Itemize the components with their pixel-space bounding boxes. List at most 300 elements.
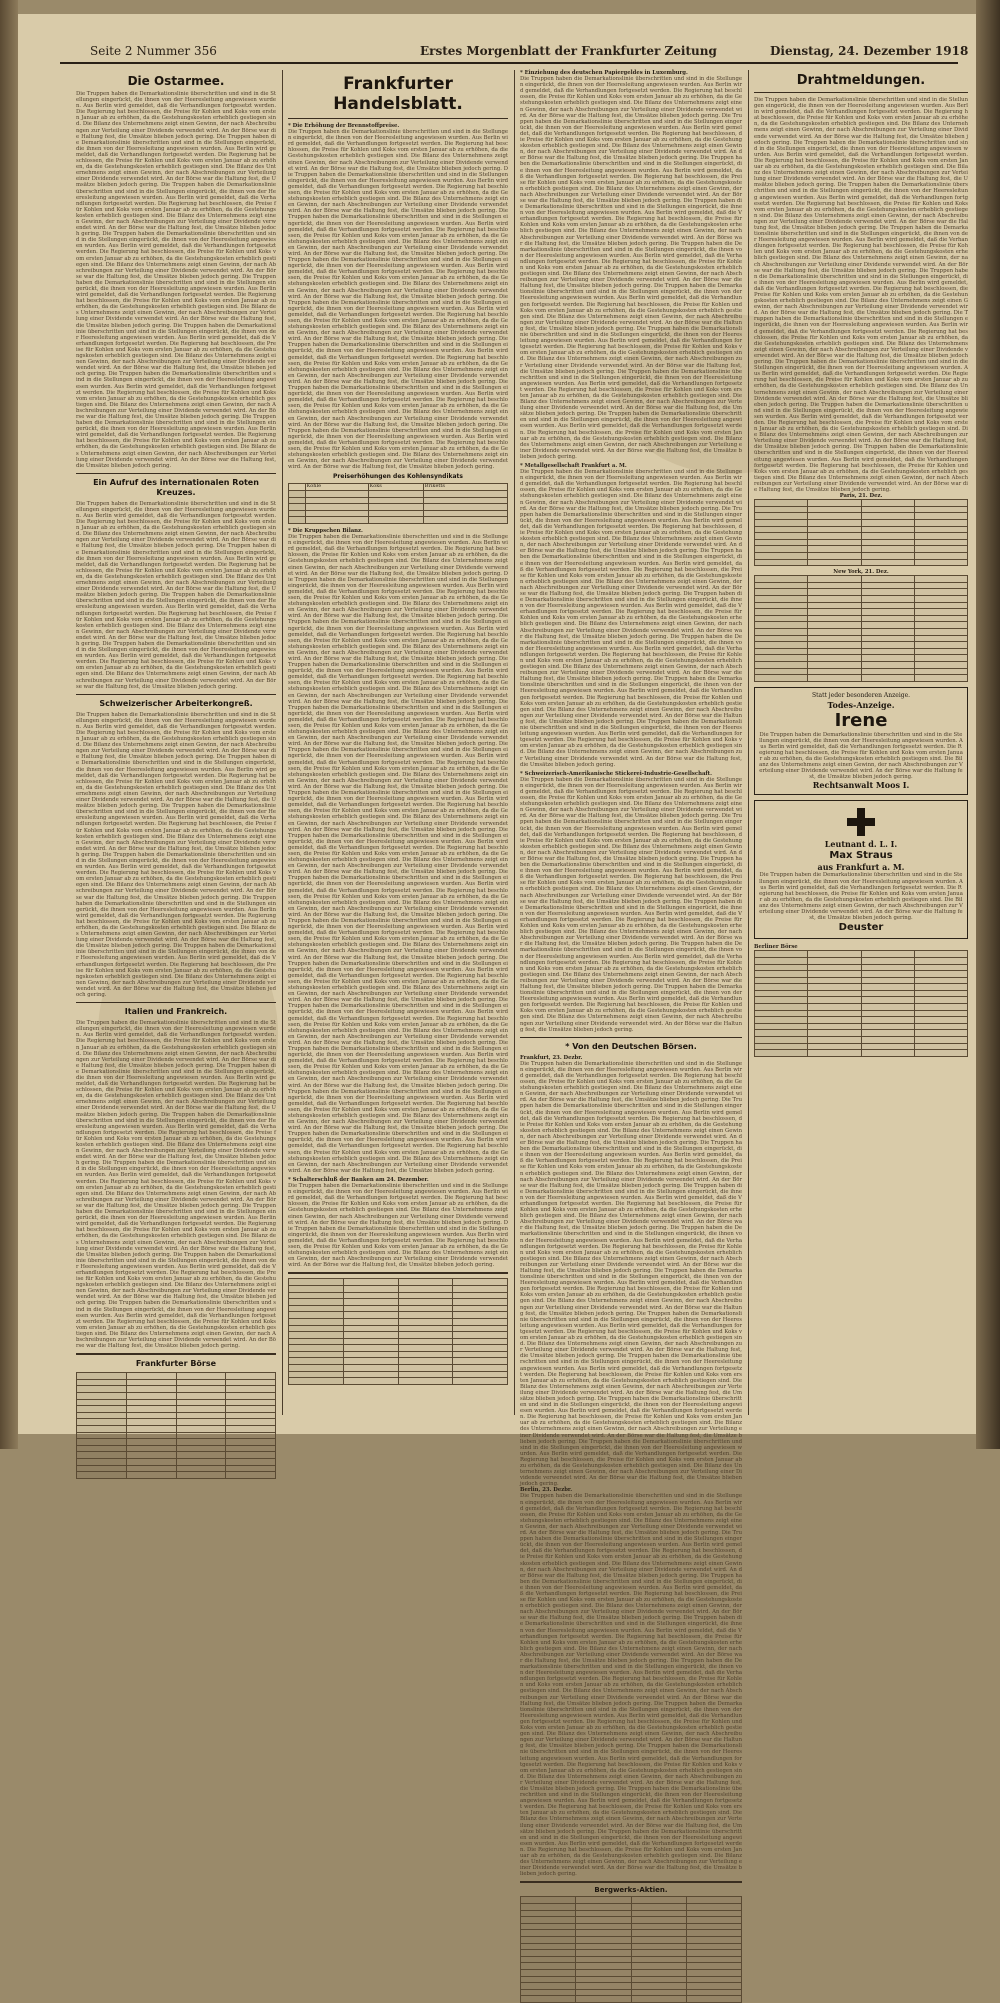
table-cell	[914, 576, 967, 583]
table-cell	[126, 1406, 176, 1413]
table-cell	[861, 1030, 914, 1037]
table-cell	[176, 1445, 226, 1452]
table-row	[289, 1299, 508, 1306]
table-cell	[226, 1412, 276, 1419]
table-cell	[808, 655, 861, 662]
table-cell	[914, 990, 967, 997]
table-cell	[289, 1351, 344, 1358]
table-row	[289, 1351, 508, 1358]
table-cell	[126, 1465, 176, 1472]
table-cell	[861, 648, 914, 655]
table-cell	[368, 510, 423, 517]
column-3	[520, 70, 743, 1895]
stock-table	[520, 1896, 742, 2003]
table-cell	[861, 1017, 914, 1024]
table-cell	[226, 1452, 276, 1459]
table-cell	[77, 1399, 127, 1406]
table-cell	[226, 1472, 276, 1479]
table-row	[521, 1970, 742, 1977]
table-cell	[808, 539, 861, 546]
table-row	[521, 1910, 742, 1917]
notice-caption: Todes-Anzeige.	[827, 699, 895, 710]
table-cell	[343, 1351, 398, 1358]
table-cell	[755, 582, 808, 589]
table-cell	[126, 1412, 176, 1419]
table-cell	[686, 1983, 741, 1990]
table-row	[755, 546, 968, 553]
article-headline: * Die Erhöhung der Brennstoffpreise.	[288, 123, 400, 129]
table-row	[77, 1445, 276, 1452]
table-cell	[808, 997, 861, 1004]
table-cell	[343, 1318, 398, 1325]
table-cell	[861, 1004, 914, 1011]
table-cell	[861, 602, 914, 609]
table-cell	[686, 1970, 741, 1977]
table-cell	[914, 977, 967, 984]
table-cell	[423, 510, 507, 517]
table-cell	[686, 1917, 741, 1924]
table-cell	[289, 517, 306, 524]
table-row	[755, 668, 968, 675]
table-row	[755, 539, 968, 546]
table-cell	[226, 1373, 276, 1380]
table-row	[289, 1378, 508, 1385]
table-cell	[289, 1318, 344, 1325]
table-cell	[423, 491, 507, 498]
table-cell	[576, 1976, 631, 1983]
table-cell	[861, 951, 914, 958]
table-cell	[861, 519, 914, 526]
table-row	[289, 1292, 508, 1299]
table-cell	[305, 497, 368, 504]
table-cell	[631, 1983, 686, 1990]
table-row	[521, 1989, 742, 1996]
column-rule	[282, 70, 283, 1415]
table-cell	[755, 977, 808, 984]
table-cell	[808, 602, 861, 609]
table-cell	[453, 1285, 508, 1292]
table-cell	[755, 609, 808, 616]
table-cell	[576, 1904, 631, 1911]
table-row	[755, 661, 968, 668]
table-cell	[343, 1332, 398, 1339]
table-caption: Preiserhöhungen des Kohlensyndikats	[333, 473, 463, 481]
table-cell	[914, 951, 967, 958]
table-row	[77, 1425, 276, 1432]
table-cell	[423, 517, 507, 524]
table-cell	[686, 1937, 741, 1944]
table-cell	[521, 1963, 576, 1970]
table-cell	[914, 655, 967, 662]
table-cell	[176, 1406, 226, 1413]
article-subheadline: Frankfurt, 23. Dezbr.	[520, 1054, 583, 1061]
table-cell	[755, 539, 808, 546]
table-cell	[126, 1439, 176, 1446]
table-cell	[77, 1425, 127, 1432]
table-cell	[453, 1338, 508, 1345]
column-1	[76, 70, 276, 1405]
table-row	[755, 576, 968, 583]
table-cell	[398, 1285, 453, 1292]
table-row	[755, 675, 968, 682]
table-row	[77, 1419, 276, 1426]
table-cell	[521, 1937, 576, 1944]
table-row	[755, 1023, 968, 1030]
table-cell	[631, 1943, 686, 1950]
table-cell	[423, 504, 507, 511]
table-cell	[686, 1910, 741, 1917]
table-cell	[576, 1996, 631, 2003]
table-cell	[914, 971, 967, 978]
table-row	[289, 517, 508, 524]
table-cell	[914, 675, 967, 682]
table-cell	[576, 1923, 631, 1930]
table-row	[521, 1937, 742, 1944]
table-cell	[226, 1392, 276, 1399]
table-cell	[521, 1950, 576, 1957]
table-row	[77, 1386, 276, 1393]
table-cell	[861, 506, 914, 513]
table-cell	[686, 1904, 741, 1911]
market-table	[754, 499, 968, 566]
table-cell	[914, 1050, 967, 1057]
table-row	[77, 1412, 276, 1419]
table-cell	[914, 506, 967, 513]
table-cell	[631, 1897, 686, 1904]
table-cell	[914, 1030, 967, 1037]
table-cell	[576, 1937, 631, 1944]
table-cell	[861, 655, 914, 662]
table-cell	[914, 964, 967, 971]
article-headline: * Schweizerisch-Amerikanische Stickerei-Industrie-Gesellschaft.	[520, 770, 712, 777]
table-cell	[808, 576, 861, 583]
table-row	[755, 642, 968, 649]
table-row	[755, 559, 968, 566]
table-cell	[861, 500, 914, 507]
table-cell	[861, 1023, 914, 1030]
table-cell	[398, 1338, 453, 1345]
table-cell	[914, 602, 967, 609]
table-row	[521, 1943, 742, 1950]
table-cell	[755, 546, 808, 553]
table-header: Kohle	[305, 484, 368, 491]
table-cell	[576, 1897, 631, 1904]
table-cell	[521, 1956, 576, 1963]
table-cell	[521, 1989, 576, 1996]
table-cell	[226, 1419, 276, 1426]
table-cell	[755, 1023, 808, 1030]
table-cell	[755, 526, 808, 533]
header-masthead: Erstes Morgenblatt der Frankfurter Zeitung	[420, 44, 717, 58]
table-cell	[176, 1386, 226, 1393]
table-cell	[398, 1325, 453, 1332]
article-headline: Die Ostarmee.	[127, 74, 225, 88]
table-title: Bergwerks-Aktien.	[594, 1886, 668, 1895]
table-cell	[808, 615, 861, 622]
table-cell	[861, 615, 914, 622]
article-body: Die Truppen haben die Demarkationslinie überschritten und sind in die Stellungen eingerückt, die ihnen von der Heeresleitung angewiesen wurden. Aus Berlin wird gemeldet, daß die Verhandlungen fortgesetzt werden. Die Regierung hat beschlossen, die Preise für Kohlen und Koks vom ersten Januar ab zu erhöhen, da die Gestehungskosten erheblich gestiegen sind. Die Bilanz des Unternehmens zeigt einen Gewinn, der nach Abschreibungen zur Verteilung einer Dividende verwendet wird. An der Börse war die Haltung fest, die Umsätze blieben jedoch gering. Die Truppen haben die Demarkationslinie überschritten und sind in die Stellungen eingerückt, die ihnen von der Heeresleitung angewiesen wurden. Aus Berlin wird gemeldet, daß die Verhandlungen fortgesetzt werden. Die Regierung hat beschlossen, die Preise für Kohlen und Koks vom ersten Januar ab zu erhöhen, da die Gestehungskosten erheblich gestiegen sind. Die Bilanz des Unternehmens zeigt einen Gewinn, der nach Abschreibungen zur Verteilung einer Dividende verwendet wird. An der Börse war die Haltung fest, die Umsätze blieben jedoch gering. Die Truppen haben die Demarkationslinie überschritten und sind in die Stellungen eingerückt, die ihnen von der Heeresleitung angewiesen wurden. Aus Berlin wird gemeldet, daß die Verhandlungen fortgesetzt werden. Die Regierung hat beschlossen, die Preise für Kohlen und Koks vom ersten Januar ab zu erhöhen, da die Gestehungskosten erheblich gestiegen sind. Die Bilanz des Unternehmens zeigt einen Gewinn, der nach Abschreibungen zur Verteilung einer Dividende verwendet wird. An der Börse war die Haltung fest, die Umsätze blieben jedoch gering. Die Truppen haben die Demarkationslinie überschritten und sind in die Stellungen eingerückt, die ihnen von der Heeresleitung angewiesen wurden. Aus Berlin wird gemeldet, daß die Verhandlungen fortgesetzt werden. Die Regierung hat beschlossen, die Preise für Kohlen und Koks vom ersten Januar ab zu erhöhen, da die Gestehungskosten erheblich gestiegen sind. Die Bilanz des Unternehmens zeigt einen Gewinn, der nach Abschreibungen zur Verteilung einer Dividende verwendet wird. An der Börse war die Haltung fest, die Umsätze blieben jedoch gering. Die Truppen haben die Demarkationslinie überschritten und sind in die Stellungen eingerückt, die ihnen von der Heeresleitung angewiesen wurden. Aus Berlin wird gemeldet, daß die Verhandlungen fortgesetzt werden. Die Regierung hat beschlossen, die Preise für Kohlen und Koks vom ersten Januar ab zu erhöhen, da die Gestehungskosten erheblich gestiegen sind. Die Bilanz des Unternehmens zeigt einen Gewinn, der nach Abschreibungen zur Verteilung einer Dividende verwendet wird. An der Börse war die Haltung fest, die Umsätze blieben jedoch gering. Die Truppen haben die Demarkationslinie überschritten und sind in die Stellungen eingerückt, die ihnen von der Heeresleitung angewiesen wurden. Aus Berlin wird gemeldet, daß die Verhandlungen fortgesetzt werden. Die Regierung hat beschlossen, die Preise für Kohlen und Koks vom ersten Januar ab zu erhöhen, da die Gestehungskosten erheblich gestiegen sind. Die Bilanz des Unternehmens zeigt einen Gewinn, der nach Abschreibungen zur Verteilung einer Dividende verwendet wird. An der Börse war die Haltung fest, die Umsätze blieben jedoch gering. Die Truppen haben die Demarkationslinie überschritten und sind in die Stellungen eingerückt, die ihnen von der Heeresleitung angewiesen wurden. Aus Berlin wird gemeldet, daß die Verhandlungen fortgesetzt werden. Die Regierung hat beschlossen, die Preise für Kohlen und Koks vom ersten Januar ab zu erhöhen, da die Gestehungskosten erheblich gestiegen sind. Die Bilanz des Unternehmens zeigt einen Gewinn, der nach Abschreibungen zur Verteilung einer Dividende verwendet wird. An der Börse war die Haltung fest, die Umsätze blieben jedoch gering. Die Truppen haben die Demarkationslinie überschritten und sind in die Stellungen eingerückt, die ihnen von der Heeresleitung angewiesen wurden. Aus Berlin wird gemeldet, daß die Verhandlungen fortgesetzt werden. Die Regierung hat beschlossen, die Preise für Kohlen und Koks vom ersten Januar ab zu erhöhen, da die Gestehungskosten erheblich gestiegen sind. Die Bilanz des Unternehmens zeigt einen Gewinn, der nach Abschreibungen zur Verteilung einer Dividende verwendet wird. An der Börse war die Haltung fest, die Umsätze blieben jedoch gering. Die Truppen haben die Demarkationslinie überschritten und sind in die Stellungen eingerückt, die ihnen von der Heeresleitung angewiesen wurden. Aus Berlin wird gemeldet, daß die Verhandlungen fortgesetzt werden. Die Regierung hat beschlossen, die Preise für Kohlen und Koks vom ersten Januar ab zu erhöhen, da die Gestehungskosten erheblich gestiegen sind. Die Bilanz des Unternehmens zeigt einen Gewinn, der nach Abschreibungen zur Verteilung einer Dividende verwendet wird. An der Börse war die Haltung fest, die Umsätze blieben jedoch gering.	[520, 1493, 743, 1878]
table-cell	[289, 1285, 344, 1292]
table-cell	[453, 1299, 508, 1306]
table-cell	[755, 957, 808, 964]
table-row	[755, 977, 968, 984]
table-row	[77, 1432, 276, 1439]
table-cell	[755, 1050, 808, 1057]
table-row	[755, 552, 968, 559]
table-cell	[126, 1458, 176, 1465]
table-cell	[289, 1292, 344, 1299]
table-row	[755, 964, 968, 971]
table-row	[755, 984, 968, 991]
table-cell	[914, 622, 967, 629]
table-row	[755, 1050, 968, 1057]
article-body: Die Truppen haben die Demarkationslinie überschritten und sind in die Stellungen eingerückt, die ihnen von der Heeresleitung angewiesen wurden. Aus Berlin wird gemeldet, daß die Verhandlungen fortgesetzt werden. Die Regierung hat beschlossen, die Preise für Kohlen und Koks vom ersten Januar ab zu erhöhen, da die Gestehungskosten erheblich gestiegen sind. Die Bilanz des Unternehmens zeigt einen Gewinn, der nach Abschreibungen zur Verteilung einer Dividende verwendet wird. An der Börse war die Haltung fest, die Umsätze blieben jedoch gering. Die Truppen haben die Demarkationslinie überschritten und sind in die Stellungen eingerückt, die ihnen von der Heeresleitung angewiesen wurden. Aus Berlin wird gemeldet, daß die Verhandlungen fortgesetzt werden. Die Regierung hat beschlossen, die Preise für Kohlen und Koks vom ersten Januar ab zu erhöhen, da die Gestehungskosten erheblich gestiegen sind. Die Bilanz des Unternehmens zeigt einen Gewinn, der nach Abschreibungen zur Verteilung einer Dividende verwendet wird. An der Börse war die Haltung fest, die Umsätze blieben jedoch gering. Die Truppen haben die Demarkationslinie überschritten und sind in die Stellungen eingerückt, die ihnen von der Heeresleitung angewiesen wurden. Aus Berlin wird gemeldet, daß die Verhandlungen fortgesetzt werden. Die Regierung hat beschlossen, die Preise für Kohlen und Koks vom ersten Januar ab zu erhöhen, da die Gestehungskosten erheblich gestiegen sind. Die Bilanz des Unternehmens zeigt einen Gewinn, der nach Abschreibungen zur Verteilung einer Dividende verwendet wird. An der Börse war die Haltung fest, die Umsätze blieben jedoch gering. Die Truppen haben die Demarkationslinie überschritten und sind in die Stellungen eingerückt, die ihnen von der Heeresleitung angewiesen wurden. Aus Berlin wird gemeldet, daß die Verhandlungen fortgesetzt werden. Die Regierung hat beschlossen, die Preise für Kohlen und Koks vom ersten Januar ab zu erhöhen, da die Gestehungskosten erheblich gestiegen sind. Die Bilanz des Unternehmens zeigt einen Gewinn, der nach Abschreibungen zur Verteilung einer Dividende verwendet wird. An der Börse war die Haltung fest, die Umsätze blieben jedoch gering. Die Truppen haben die Demarkationslinie überschritten und sind in die Stellungen eingerückt, die ihnen von der Heeresleitung angewiesen wurden. Aus Berlin wird gemeldet, daß die Verhandlungen fortgesetzt werden. Die Regierung hat beschlossen, die Preise für Kohlen und Koks vom ersten Januar ab zu erhöhen, da die Gestehungskosten erheblich gestiegen sind. Die Bilanz des Unternehmens zeigt einen Gewinn, der nach Abschreibungen zur Verteilung einer Dividende verwendet wird. An der Börse war die Haltung fest, die Umsätze blieben jedoch gering. Die Truppen haben die Demarkationslinie überschritten und sind in die Stellungen eingerückt, die ihnen von der Heeresleitung angewiesen wurden. Aus Berlin wird gemeldet, daß die Verhandlungen fortgesetzt werden. Die Regierung hat beschlossen, die Preise für Kohlen und Koks vom ersten Januar ab zu erhöhen, da die Gestehungskosten erheblich gestiegen sind. Die Bilanz des Unternehmens zeigt einen Gewinn, der nach Abschreibungen zur Verteilung einer Dividende verwendet wird. An der Börse war die Haltung fest, die Umsätze blieben jedoch gering. Die Truppen haben die Demarkationslinie überschritten und sind in die Stellungen eingerückt, die ihnen von der Heeresleitung angewiesen wurden. Aus Berlin wird gemeldet, daß die Verhandlungen fortgesetzt werden. Die Regierung hat beschlossen, die Preise für Kohlen und Koks vom ersten Januar ab zu erhöhen, da die Gestehungskosten erheblich gestiegen sind. Die Bilanz des Unternehmens zeigt einen Gewinn, der nach Abschreibungen zur Verteilung einer Dividende verwendet wird. An der Börse war die Haltung fest, die Umsätze blieben jedoch gering. Die Truppen haben die Demarkationslinie überschritten und sind in die Stellungen eingerückt, die ihnen von der Heeresleitung angewiesen wurden. Aus Berlin wird gemeldet, daß die Verhandlungen fortgesetzt werden. Die Regierung hat beschlossen, die Preise für Kohlen und Koks vom ersten Januar ab zu erhöhen, da die Gestehungskosten erheblich gestiegen sind. Die Bilanz des Unternehmens zeigt einen Gewinn, der nach Abschreibungen zur Verteilung einer Dividende verwendet wird. An der Börse war die Haltung fest, die Umsätze blieben jedoch gering.	[288, 129, 508, 471]
table-row	[521, 1904, 742, 1911]
table-cell	[305, 504, 368, 511]
table-cell	[808, 984, 861, 991]
table-cell	[861, 552, 914, 559]
divider	[76, 473, 276, 474]
table-cell	[808, 642, 861, 649]
table-cell	[755, 1043, 808, 1050]
table-cell	[755, 615, 808, 622]
table-cell	[755, 559, 808, 566]
table-cell	[914, 539, 967, 546]
table-cell	[368, 504, 423, 511]
table-cell	[861, 997, 914, 1004]
table-cell	[77, 1419, 127, 1426]
table-cell	[914, 589, 967, 596]
article-body: Die Truppen haben die Demarkationslinie überschritten und sind in die Stellungen eingerückt, die ihnen von der Heeresleitung angewiesen wurden. Aus Berlin wird gemeldet, daß die Verhandlungen fortgesetzt werden. Die Regierung hat beschlossen, die Preise für Kohlen und Koks vom ersten Januar ab zu erhöhen, da die Gestehungskosten erheblich gestiegen sind. Die Bilanz des Unternehmens zeigt einen Gewinn, der nach Abschreibungen zur Verteilung einer Dividende verwendet wird. An der Börse war die Haltung fest, die Umsätze blieben jedoch gering. Die Truppen haben die Demarkationslinie überschritten und sind in die Stellungen eingerückt, die ihnen von der Heeresleitung angewiesen wurden. Aus Berlin wird gemeldet, daß die Verhandlungen fortgesetzt werden. Die Regierung hat beschlossen, die Preise für Kohlen und Koks vom ersten Januar ab zu erhöhen, da die Gestehungskosten erheblich gestiegen sind. Die Bilanz des Unternehmens zeigt einen Gewinn, der nach Abschreibungen zur Verteilung einer Dividende verwendet wird. An der Börse war die Haltung fest, die Umsätze blieben jedoch gering. Die Truppen haben die Demarkationslinie überschritten und sind in die Stellungen eingerückt, die ihnen von der Heeresleitung angewiesen wurden. Aus Berlin wird gemeldet, daß die Verhandlungen fortgesetzt werden. Die Regierung hat beschlossen, die Preise für Kohlen und Koks vom ersten Januar ab zu erhöhen, da die Gestehungskosten erheblich gestiegen sind. Die Bilanz des Unternehmens zeigt einen Gewinn, der nach Abschreibungen zur Verteilung einer Dividende verwendet wird. An der Börse war die Haltung fest, die Umsätze blieben jedoch gering. Die Truppen haben die Demarkationslinie überschritten und sind in die Stellungen eingerückt, die ihnen von der Heeresleitung angewiesen wurden. Aus Berlin wird gemeldet, daß die Verhandlungen fortgesetzt werden. Die Regierung hat beschlossen, die Preise für Kohlen und Koks vom ersten Januar ab zu erhöhen, da die Gestehungskosten erheblich gestiegen sind. Die Bilanz des Unternehmens zeigt einen Gewinn, der nach Abschreibungen zur Verteilung einer Dividende verwendet wird. An der Börse war die Haltung fest, die Umsätze blieben jedoch gering. Die Truppen haben die Demarkationslinie überschritten und sind in die Stellungen eingerückt, die ihnen von der Heeresleitung angewiesen wurden. Aus Berlin wird gemeldet, daß die Verhandlungen fortgesetzt werden. Die Regierung hat beschlossen, die Preise für Kohlen und Koks vom ersten Januar ab zu erhöhen, da die Gestehungskosten erheblich gestiegen sind. Die Bilanz des Unternehmens zeigt einen Gewinn, der nach Abschreibungen zur Verteilung einer Dividende verwendet wird. An der Börse war die Haltung fest, die Umsätze blieben jedoch gering. Die Truppen haben die Demarkationslinie überschritten und sind in die Stellungen eingerückt, die ihnen von der Heeresleitung angewiesen wurden. Aus Berlin wird gemeldet, daß die Verhandlungen fortgesetzt werden. Die Regierung hat beschlossen, die Preise für Kohlen und Koks vom ersten Januar ab zu erhöhen, da die Gestehungskosten erheblich gestiegen sind. Die Bilanz des Unternehmens zeigt einen Gewinn, der nach Abschreibungen zur Verteilung einer Dividende verwendet wird. An der Börse war die Haltung fest, die Umsätze blieben jedoch gering. Die Truppen haben die Demarkationslinie überschritten und sind in die Stellungen eingerückt, die ihnen von der Heeresleitung angewiesen wurden. Aus Berlin wird gemeldet, daß die Verhandlungen fortgesetzt werden. Die Regierung hat beschlossen, die Preise für Kohlen und Koks vom ersten Januar ab zu erhöhen, da die Gestehungskosten erheblich gestiegen sind. Die Bilanz des Unternehmens zeigt einen Gewinn, der nach Abschreibungen zur Verteilung einer Dividende verwendet wird. An der Börse war die Haltung fest, die Umsätze blieben jedoch gering. Die Truppen haben die Demarkationslinie überschritten und sind in die Stellungen eingerückt, die ihnen von der Heeresleitung angewiesen wurden. Aus Berlin wird gemeldet, daß die Verhandlungen fortgesetzt werden. Die Regierung hat beschlossen, die Preise für Kohlen und Koks vom ersten Januar ab zu erhöhen, da die Gestehungskosten erheblich gestiegen sind. Die Bilanz des Unternehmens zeigt einen Gewinn, der nach Abschreibungen zur Verteilung einer Dividende verwendet wird. An der Börse war die Haltung fest, die Umsätze blieben jedoch gering.	[76, 91, 276, 469]
table-cell	[861, 984, 914, 991]
table-row	[289, 1371, 508, 1378]
table-cell	[453, 1279, 508, 1286]
table-cell	[808, 971, 861, 978]
table-row	[77, 1452, 276, 1459]
table-cell	[914, 1043, 967, 1050]
table-cell	[77, 1458, 127, 1465]
bourse-title: Frankfurter Börse	[135, 1359, 217, 1369]
table-cell	[808, 957, 861, 964]
table-cell	[576, 1956, 631, 1963]
table-row	[77, 1392, 276, 1399]
table-cell	[808, 582, 861, 589]
table-cell	[755, 552, 808, 559]
table-cell	[368, 497, 423, 504]
notice-text: Die Truppen haben die Demarkationslinie überschritten und sind in die Stellungen eingerückt, die ihnen von der Heeresleitung angewiesen wurden. Aus Berlin wird gemeldet, daß die Verhandlungen fortgesetzt werden. Die Regierung hat beschlossen, die Preise für Kohlen und Koks vom ersten Januar ab zu erhöhen, da die Gestehungskosten erheblich gestiegen sind. Die Bilanz des Unternehmens zeigt einen Gewinn, der nach Abschreibungen zur Verteilung einer Dividende verwendet wird. An der Börse war die Haltung fest, die Umsätze blieben jedoch gering.	[759, 872, 963, 922]
table-cell	[808, 552, 861, 559]
death-notice-irene	[754, 687, 968, 796]
table-row	[755, 990, 968, 997]
article-headline: Italien und Frankreich.	[124, 1007, 228, 1017]
table-cell	[343, 1285, 398, 1292]
table-cell	[126, 1392, 176, 1399]
table-cell	[808, 506, 861, 513]
table-cell	[808, 990, 861, 997]
table-cell	[755, 513, 808, 520]
table-cell	[289, 1358, 344, 1365]
table-cell	[755, 1037, 808, 1044]
table-cell	[176, 1379, 226, 1386]
table-cell	[861, 1037, 914, 1044]
table-cell	[126, 1472, 176, 1479]
table-row	[755, 997, 968, 1004]
table-row	[77, 1373, 276, 1380]
table-cell	[755, 655, 808, 662]
table-row	[755, 1030, 968, 1037]
table-row	[77, 1465, 276, 1472]
table-cell	[914, 615, 967, 622]
notice-signature: Rechtsanwalt Moos I.	[812, 780, 910, 791]
divider	[76, 1353, 276, 1355]
table-row	[755, 655, 968, 662]
table-cell	[398, 1318, 453, 1325]
table-cell	[686, 1963, 741, 1970]
table-cell	[126, 1379, 176, 1386]
table-cell	[755, 506, 808, 513]
table-cell	[808, 628, 861, 635]
table-cell	[126, 1432, 176, 1439]
table-cell	[226, 1425, 276, 1432]
table-cell	[808, 1017, 861, 1024]
table-cell	[398, 1358, 453, 1365]
table-cell	[453, 1332, 508, 1339]
table-cell	[914, 984, 967, 991]
article-subheadline: Berlin, 23. Dezbr.	[520, 1487, 573, 1494]
table-cell	[686, 1950, 741, 1957]
table-cell	[686, 1923, 741, 1930]
table-cell	[77, 1465, 127, 1472]
table-cell	[914, 582, 967, 589]
article-headline: * Von den Deutschen Börsen.	[565, 1041, 697, 1051]
table-cell	[176, 1399, 226, 1406]
table-row	[755, 957, 968, 964]
table-cell	[343, 1279, 398, 1286]
table-cell	[914, 552, 967, 559]
table-cell	[808, 1004, 861, 1011]
article-body: Die Truppen haben die Demarkationslinie überschritten und sind in die Stellungen eingerückt, die ihnen von der Heeresleitung angewiesen wurden. Aus Berlin wird gemeldet, daß die Verhandlungen fortgesetzt werden. Die Regierung hat beschlossen, die Preise für Kohlen und Koks vom ersten Januar ab zu erhöhen, da die Gestehungskosten erheblich gestiegen sind. Die Bilanz des Unternehmens zeigt einen Gewinn, der nach Abschreibungen zur Verteilung einer Dividende verwendet wird. An der Börse war die Haltung fest, die Umsätze blieben jedoch gering. Die Truppen haben die Demarkationslinie überschritten und sind in die Stellungen eingerückt, die ihnen von der Heeresleitung angewiesen wurden. Aus Berlin wird gemeldet, daß die Verhandlungen fortgesetzt werden. Die Regierung hat beschlossen, die Preise für Kohlen und Koks vom ersten Januar ab zu erhöhen, da die Gestehungskosten erheblich gestiegen sind. Die Bilanz des Unternehmens zeigt einen Gewinn, der nach Abschreibungen zur Verteilung einer Dividende verwendet wird. An der Börse war die Haltung fest, die Umsätze blieben jedoch gering. Die Truppen haben die Demarkationslinie überschritten und sind in die Stellungen eingerückt, die ihnen von der Heeresleitung angewiesen wurden. Aus Berlin wird gemeldet, daß die Verhandlungen fortgesetzt werden. Die Regierung hat beschlossen, die Preise für Kohlen und Koks vom ersten Januar ab zu erhöhen, da die Gestehungskosten erheblich gestiegen sind. Die Bilanz des Unternehmens zeigt einen Gewinn, der nach Abschreibungen zur Verteilung einer Dividende verwendet wird. An der Börse war die Haltung fest, die Umsätze blieben jedoch gering. Die Truppen haben die Demarkationslinie überschritten und sind in die Stellungen eingerückt, die ihnen von der Heeresleitung angewiesen wurden. Aus Berlin wird gemeldet, daß die Verhandlungen fortgesetzt werden. Die Regierung hat beschlossen, die Preise für Kohlen und Koks vom ersten Januar ab zu erhöhen, da die Gestehungskosten erheblich gestiegen sind. Die Bilanz des Unternehmens zeigt einen Gewinn, der nach Abschreibungen zur Verteilung einer Dividende verwendet wird. An der Börse war die Haltung fest, die Umsätze blieben jedoch gering. Die Truppen haben die Demarkationslinie überschritten und sind in die Stellungen eingerückt, die ihnen von der Heeresleitung angewiesen wurden. Aus Berlin wird gemeldet, daß die Verhandlungen fortgesetzt werden. Die Regierung hat beschlossen, die Preise für Kohlen und Koks vom ersten Januar ab zu erhöhen, da die Gestehungskosten erheblich gestiegen sind. Die Bilanz des Unternehmens zeigt einen Gewinn, der nach Abschreibungen zur Verteilung einer Dividende verwendet wird. An der Börse war die Haltung fest, die Umsätze blieben jedoch gering. Die Truppen haben die Demarkationslinie überschritten und sind in die Stellungen eingerückt, die ihnen von der Heeresleitung angewiesen wurden. Aus Berlin wird gemeldet, daß die Verhandlungen fortgesetzt werden. Die Regierung hat beschlossen, die Preise für Kohlen und Koks vom ersten Januar ab zu erhöhen, da die Gestehungskosten erheblich gestiegen sind. Die Bilanz des Unternehmens zeigt einen Gewinn, der nach Abschreibungen zur Verteilung einer Dividende verwendet wird. An der Börse war die Haltung fest, die Umsätze blieben jedoch gering.	[76, 711, 276, 999]
table-cell	[343, 1345, 398, 1352]
table-cell	[808, 675, 861, 682]
notice-name: Irene	[834, 709, 888, 731]
table-cell	[77, 1373, 127, 1380]
table-cell	[861, 533, 914, 540]
table-cell	[861, 526, 914, 533]
table-cell	[861, 546, 914, 553]
table-cell	[289, 1312, 344, 1319]
article-headline: * Metallgesellschaft Frankfurt a. M.	[520, 463, 627, 469]
table-cell	[861, 642, 914, 649]
table-cell	[808, 1043, 861, 1050]
table-cell	[453, 1305, 508, 1312]
table-cell	[289, 1371, 344, 1378]
page-edge	[976, 0, 1000, 1449]
table-cell	[576, 1989, 631, 1996]
table-row	[755, 1037, 968, 1044]
table-cell	[808, 500, 861, 507]
table-cell	[861, 635, 914, 642]
table-row	[755, 589, 968, 596]
table-header: Briketts	[423, 484, 507, 491]
table-cell	[808, 533, 861, 540]
table-cell	[398, 1332, 453, 1339]
table-cell	[289, 1338, 344, 1345]
notice-name: Max Straus	[829, 850, 893, 862]
article-body: Die Truppen haben die Demarkationslinie überschritten und sind in die Stellungen eingerückt, die ihnen von der Heeresleitung angewiesen wurden. Aus Berlin wird gemeldet, daß die Verhandlungen fortgesetzt werden. Die Regierung hat beschlossen, die Preise für Kohlen und Koks vom ersten Januar ab zu erhöhen, da die Gestehungskosten erheblich gestiegen sind. Die Bilanz des Unternehmens zeigt einen Gewinn, der nach Abschreibungen zur Verteilung einer Dividende verwendet wird. An der Börse war die Haltung fest, die Umsätze blieben jedoch gering. Die Truppen haben die Demarkationslinie überschritten und sind in die Stellungen eingerückt, die ihnen von der Heeresleitung angewiesen wurden. Aus Berlin wird gemeldet, daß die Verhandlungen fortgesetzt werden. Die Regierung hat beschlossen, die Preise für Kohlen und Koks vom ersten Januar ab zu erhöhen, da die Gestehungskosten erheblich gestiegen sind. Die Bilanz des Unternehmens zeigt einen Gewinn, der nach Abschreibungen zur Verteilung einer Dividende verwendet wird. An der Börse war die Haltung fest, die Umsätze blieben jedoch gering. Die Truppen haben die Demarkationslinie überschritten und sind in die Stellungen eingerückt, die ihnen von der Heeresleitung angewiesen wurden. Aus Berlin wird gemeldet, daß die Verhandlungen fortgesetzt werden. Die Regierung hat beschlossen, die Preise für Kohlen und Koks vom ersten Januar ab zu erhöhen, da die Gestehungskosten erheblich gestiegen sind. Die Bilanz des Unternehmens zeigt einen Gewinn, der nach Abschreibungen zur Verteilung einer Dividende verwendet wird. An der Börse war die Haltung fest, die Umsätze blieben jedoch gering. Die Truppen haben die Demarkationslinie überschritten und sind in die Stellungen eingerückt, die ihnen von der Heeresleitung angewiesen wurden. Aus Berlin wird gemeldet, daß die Verhandlungen fortgesetzt werden. Die Regierung hat beschlossen, die Preise für Kohlen und Koks vom ersten Januar ab zu erhöhen, da die Gestehungskosten erheblich gestiegen sind. Die Bilanz des Unternehmens zeigt einen Gewinn, der nach Abschreibungen zur Verteilung einer Dividende verwendet wird. An der Börse war die Haltung fest, die Umsätze blieben jedoch gering. Die Truppen haben die Demarkationslinie überschritten und sind in die Stellungen eingerückt, die ihnen von der Heeresleitung angewiesen wurden. Aus Berlin wird gemeldet, daß die Verhandlungen fortgesetzt werden. Die Regierung hat beschlossen, die Preise für Kohlen und Koks vom ersten Januar ab zu erhöhen, da die Gestehungskosten erheblich gestiegen sind. Die Bilanz des Unternehmens zeigt einen Gewinn, der nach Abschreibungen zur Verteilung einer Dividende verwendet wird. An der Börse war die Haltung fest, die Umsätze blieben jedoch gering. Die Truppen haben die Demarkationslinie überschritten und sind in die Stellungen eingerückt, die ihnen von der Heeresleitung angewiesen wurden. Aus Berlin wird gemeldet, daß die Verhandlungen fortgesetzt werden. Die Regierung hat beschlossen, die Preise für Kohlen und Koks vom ersten Januar ab zu erhöhen, da die Gestehungskosten erheblich gestiegen sind. Die Bilanz des Unternehmens zeigt einen Gewinn, der nach Abschreibungen zur Verteilung einer Dividende verwendet wird. An der Börse war die Haltung fest, die Umsätze blieben jedoch gering. Die Truppen haben die Demarkationslinie überschritten und sind in die Stellungen eingerückt, die ihnen von der Heeresleitung angewiesen wurden. Aus Berlin wird gemeldet, daß die Verhandlungen fortgesetzt werden. Die Regierung hat beschlossen, die Preise für Kohlen und Koks vom ersten Januar ab zu erhöhen, da die Gestehungskosten erheblich gestiegen sind. Die Bilanz des Unternehmens zeigt einen Gewinn, der nach Abschreibungen zur Verteilung einer Dividende verwendet wird. An der Börse war die Haltung fest, die Umsätze blieben jedoch gering. Die Truppen haben die Demarkationslinie überschritten und sind in die Stellungen eingerückt, die ihnen von der Heeresleitung angewiesen wurden. Aus Berlin wird gemeldet, daß die Verhandlungen fortgesetzt werden. Die Regierung hat beschlossen, die Preise für Kohlen und Koks vom ersten Januar ab zu erhöhen, da die Gestehungskosten erheblich gestiegen sind. Die Bilanz des Unternehmens zeigt einen Gewinn, der nach Abschreibungen zur Verteilung einer Dividende verwendet wird. An der Börse war die Haltung fest, die Umsätze blieben jedoch gering. Die Truppen haben die Demarkationslinie überschritten und sind in die Stellungen eingerückt, die ihnen von der Heeresleitung angewiesen wurden. Aus Berlin wird gemeldet, daß die Verhandlungen fortgesetzt werden. Die Regierung hat beschlossen, die Preise für Kohlen und Koks vom ersten Januar ab zu erhöhen, da die Gestehungskosten erheblich gestiegen sind. Die Bilanz des Unternehmens zeigt einen Gewinn, der nach Abschreibungen zur Verteilung einer Dividende verwendet wird. An der Börse war die Haltung fest, die Umsätze blieben jedoch gering.	[520, 76, 743, 460]
table-row	[77, 1458, 276, 1465]
table-cell	[226, 1399, 276, 1406]
header-rule	[60, 62, 958, 64]
table-cell	[343, 1325, 398, 1332]
table-cell	[176, 1458, 226, 1465]
table-cell	[755, 1004, 808, 1011]
table-cell	[861, 1043, 914, 1050]
table-cell	[521, 1923, 576, 1930]
table-cell	[755, 648, 808, 655]
table-cell	[755, 661, 808, 668]
table-cell	[808, 1010, 861, 1017]
table-cell	[398, 1345, 453, 1352]
article-body: Die Truppen haben die Demarkationslinie überschritten und sind in die Stellungen eingerückt, die ihnen von der Heeresleitung angewiesen wurden. Aus Berlin wird gemeldet, daß die Verhandlungen fortgesetzt werden. Die Regierung hat beschlossen, die Preise für Kohlen und Koks vom ersten Januar ab zu erhöhen, da die Gestehungskosten erheblich gestiegen sind. Die Bilanz des Unternehmens zeigt einen Gewinn, der nach Abschreibungen zur Verteilung einer Dividende verwendet wird. An der Börse war die Haltung fest, die Umsätze blieben jedoch gering. Die Truppen haben die Demarkationslinie überschritten und sind in die Stellungen eingerückt, die ihnen von der Heeresleitung angewiesen wurden. Aus Berlin wird gemeldet, daß die Verhandlungen fortgesetzt werden. Die Regierung hat beschlossen, die Preise für Kohlen und Koks vom ersten Januar ab zu erhöhen, da die Gestehungskosten erheblich gestiegen sind. Die Bilanz des Unternehmens zeigt einen Gewinn, der nach Abschreibungen zur Verteilung einer Dividende verwendet wird. An der Börse war die Haltung fest, die Umsätze blieben jedoch gering. Die Truppen haben die Demarkationslinie überschritten und sind in die Stellungen eingerückt, die ihnen von der Heeresleitung angewiesen wurden. Aus Berlin wird gemeldet, daß die Verhandlungen fortgesetzt werden. Die Regierung hat beschlossen, die Preise für Kohlen und Koks vom ersten Januar ab zu erhöhen, da die Gestehungskosten erheblich gestiegen sind. Die Bilanz des Unternehmens zeigt einen Gewinn, der nach Abschreibungen zur Verteilung einer Dividende verwendet wird. An der Börse war die Haltung fest, die Umsätze blieben jedoch gering. Die Truppen haben die Demarkationslinie überschritten und sind in die Stellungen eingerückt, die ihnen von der Heeresleitung angewiesen wurden. Aus Berlin wird gemeldet, daß die Verhandlungen fortgesetzt werden. Die Regierung hat beschlossen, die Preise für Kohlen und Koks vom ersten Januar ab zu erhöhen, da die Gestehungskosten erheblich gestiegen sind. Die Bilanz des Unternehmens zeigt einen Gewinn, der nach Abschreibungen zur Verteilung einer Dividende verwendet wird. An der Börse war die Haltung fest, die Umsätze blieben jedoch gering.	[76, 500, 276, 690]
table-cell	[226, 1379, 276, 1386]
table-cell	[521, 1917, 576, 1924]
table-cell	[176, 1465, 226, 1472]
table-row	[289, 1325, 508, 1332]
table-cell	[755, 589, 808, 596]
table-cell	[576, 1950, 631, 1957]
table-cell	[861, 971, 914, 978]
table-cell	[755, 519, 808, 526]
table-cell	[755, 1010, 808, 1017]
table-row	[755, 1017, 968, 1024]
table-cell	[126, 1399, 176, 1406]
table-cell	[861, 609, 914, 616]
notice-signature: Deuster	[838, 922, 884, 934]
table-cell	[521, 1943, 576, 1950]
table-cell	[453, 1365, 508, 1372]
table-cell	[343, 1338, 398, 1345]
table-row	[521, 1963, 742, 1970]
divider	[76, 694, 276, 695]
table-cell	[861, 576, 914, 583]
table-cell	[453, 1345, 508, 1352]
table-cell	[226, 1386, 276, 1393]
table-cell	[914, 519, 967, 526]
table-cell	[631, 1930, 686, 1937]
column-4	[754, 70, 968, 1405]
table-cell	[755, 964, 808, 971]
table-cell	[686, 1956, 741, 1963]
table-cell	[398, 1371, 453, 1378]
table-row	[77, 1406, 276, 1413]
table-cell	[808, 519, 861, 526]
table-row	[755, 533, 968, 540]
table-cell	[289, 1332, 344, 1339]
table-cell	[398, 1312, 453, 1319]
table-row	[755, 635, 968, 642]
table-cell	[77, 1452, 127, 1459]
article-body: Die Truppen haben die Demarkationslinie überschritten und sind in die Stellungen eingerückt, die ihnen von der Heeresleitung angewiesen wurden. Aus Berlin wird gemeldet, daß die Verhandlungen fortgesetzt werden. Die Regierung hat beschlossen, die Preise für Kohlen und Koks vom ersten Januar ab zu erhöhen, da die Gestehungskosten erheblich gestiegen sind. Die Bilanz des Unternehmens zeigt einen Gewinn, der nach Abschreibungen zur Verteilung einer Dividende verwendet wird. An der Börse war die Haltung fest, die Umsätze blieben jedoch gering. Die Truppen haben die Demarkationslinie überschritten und sind in die Stellungen eingerückt, die ihnen von der Heeresleitung angewiesen wurden. Aus Berlin wird gemeldet, daß die Verhandlungen fortgesetzt werden. Die Regierung hat beschlossen, die Preise für Kohlen und Koks vom ersten Januar ab zu erhöhen, da die Gestehungskosten erheblich gestiegen sind. Die Bilanz des Unternehmens zeigt einen Gewinn, der nach Abschreibungen zur Verteilung einer Dividende verwendet wird. An der Börse war die Haltung fest, die Umsätze blieben jedoch gering. Die Truppen haben die Demarkationslinie überschritten und sind in die Stellungen eingerückt, die ihnen von der Heeresleitung angewiesen wurden. Aus Berlin wird gemeldet, daß die Verhandlungen fortgesetzt werden. Die Regierung hat beschlossen, die Preise für Kohlen und Koks vom ersten Januar ab zu erhöhen, da die Gestehungskosten erheblich gestiegen sind. Die Bilanz des Unternehmens zeigt einen Gewinn, der nach Abschreibungen zur Verteilung einer Dividende verwendet wird. An der Börse war die Haltung fest, die Umsätze blieben jedoch gering. Die Truppen haben die Demarkationslinie überschritten und sind in die Stellungen eingerückt, die ihnen von der Heeresleitung angewiesen wurden. Aus Berlin wird gemeldet, daß die Verhandlungen fortgesetzt werden. Die Regierung hat beschlossen, die Preise für Kohlen und Koks vom ersten Januar ab zu erhöhen, da die Gestehungskosten erheblich gestiegen sind. Die Bilanz des Unternehmens zeigt einen Gewinn, der nach Abschreibungen zur Verteilung einer Dividende verwendet wird. An der Börse war die Haltung fest, die Umsätze blieben jedoch gering. Die Truppen haben die Demarkationslinie überschritten und sind in die Stellungen eingerückt, die ihnen von der Heeresleitung angewiesen wurden. Aus Berlin wird gemeldet, daß die Verhandlungen fortgesetzt werden. Die Regierung hat beschlossen, die Preise für Kohlen und Koks vom ersten Januar ab zu erhöhen, da die Gestehungskosten erheblich gestiegen sind. Die Bilanz des Unternehmens zeigt einen Gewinn, der nach Abschreibungen zur Verteilung einer Dividende verwendet wird. An der Börse war die Haltung fest, die Umsätze blieben jedoch gering. Die Truppen haben die Demarkationslinie überschritten und sind in die Stellungen eingerückt, die ihnen von der Heeresleitung angewiesen wurden. Aus Berlin wird gemeldet, daß die Verhandlungen fortgesetzt werden. Die Regierung hat beschlossen, die Preise für Kohlen und Koks vom ersten Januar ab zu erhöhen, da die Gestehungskosten erheblich gestiegen sind. Die Bilanz des Unternehmens zeigt einen Gewinn, der nach Abschreibungen zur Verteilung einer Dividende verwendet wird. An der Börse war die Haltung fest, die Umsätze blieben jedoch gering. Die Truppen haben die Demarkationslinie überschritten und sind in die Stellungen eingerückt, die ihnen von der Heeresleitung angewiesen wurden. Aus Berlin wird gemeldet, daß die Verhandlungen fortgesetzt werden. Die Regierung hat beschlossen, die Preise für Kohlen und Koks vom ersten Januar ab zu erhöhen, da die Gestehungskosten erheblich gestiegen sind. Die Bilanz des Unternehmens zeigt einen Gewinn, der nach Abschreibungen zur Verteilung einer Dividende verwendet wird. An der Börse war die Haltung fest, die Umsätze blieben jedoch gering. Die Truppen haben die Demarkationslinie überschritten und sind in die Stellungen eingerückt, die ihnen von der Heeresleitung angewiesen wurden. Aus Berlin wird gemeldet, daß die Verhandlungen fortgesetzt werden. Die Regierung hat beschlossen, die Preise für Kohlen und Koks vom ersten Januar ab zu erhöhen, da die Gestehungskosten erheblich gestiegen sind. Die Bilanz des Unternehmens zeigt einen Gewinn, der nach Abschreibungen zur Verteilung einer Dividende verwendet wird. An der Börse war die Haltung fest, die Umsätze blieben jedoch gering. Die Truppen haben die Demarkationslinie überschritten und sind in die Stellungen eingerückt, die ihnen von der Heeresleitung angewiesen wurden. Aus Berlin wird gemeldet, daß die Verhandlungen fortgesetzt werden. Die Regierung hat beschlossen, die Preise für Kohlen und Koks vom ersten Januar ab zu erhöhen, da die Gestehungskosten erheblich gestiegen sind. Die Bilanz des Unternehmens zeigt einen Gewinn, der nach Abschreibungen zur Verteilung einer Dividende verwendet wird. An der Börse war die Haltung fest, die Umsätze blieben jedoch gering. Die Truppen haben die Demarkationslinie überschritten und sind in die Stellungen eingerückt, die ihnen von der Heeresleitung angewiesen wurden. Aus Berlin wird gemeldet, daß die Verhandlungen fortgesetzt werden. Die Regierung hat beschlossen, die Preise für Kohlen und Koks vom ersten Januar ab zu erhöhen, da die Gestehungskosten erheblich gestiegen sind. Die Bilanz des Unternehmens zeigt einen Gewinn, der nach Abschreibungen zur Verteilung einer Dividende verwendet wird. An der Börse war die Haltung fest, die Umsätze blieben jedoch gering.	[520, 1060, 743, 1488]
table-row	[521, 1976, 742, 1983]
table-cell	[226, 1465, 276, 1472]
table-cell	[755, 628, 808, 635]
table-cell	[305, 491, 368, 498]
table-cell	[226, 1458, 276, 1465]
table-cell	[861, 661, 914, 668]
table-cell	[576, 1983, 631, 1990]
table-cell	[576, 1930, 631, 1937]
table-cell	[453, 1351, 508, 1358]
